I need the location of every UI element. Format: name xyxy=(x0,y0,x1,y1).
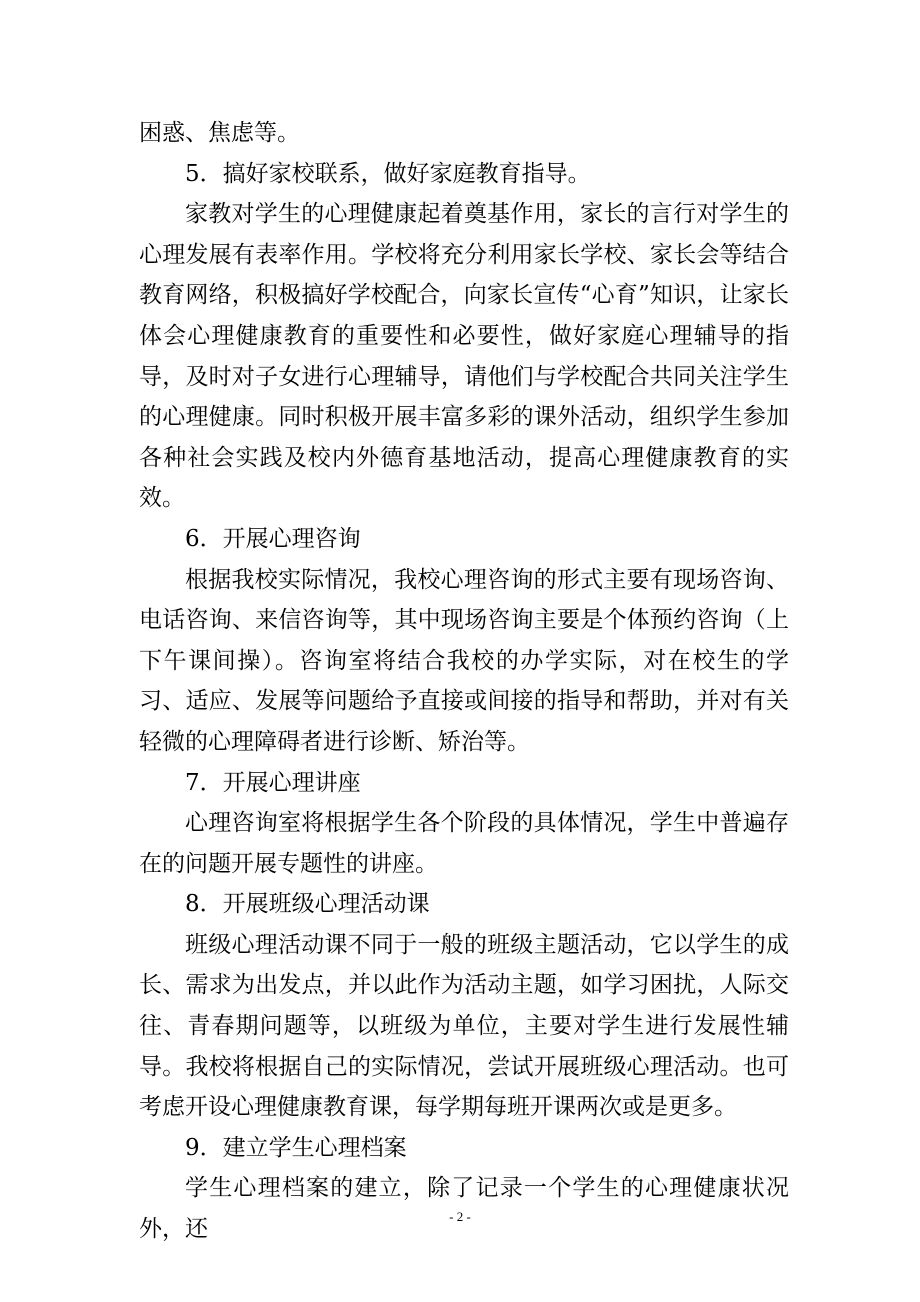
heading-item-6: 6．开展心理咨询 xyxy=(185,525,361,552)
paragraph-lectures: 心理咨询室将根据学生各个阶段的具体情况，学生中普遍存在的问题开展专题性的讲座。 xyxy=(139,810,789,877)
page-number: - 2 - xyxy=(449,1209,471,1224)
paragraph-records: 学生心理档案的建立，除了记录一个学生的心理健康状况外，还 xyxy=(139,1175,789,1243)
heading-item-9: 9．建立学生心理档案 xyxy=(185,1134,407,1161)
heading-item-7: 7．开展心理讲座 xyxy=(185,769,361,796)
paragraph-home-school: 家教对学生的心理健康起着奠基作用，家长的言行对学生的心理发展有表率作用。学校将充分利用家长学校、家长会等结合教育网络，积极搞好学校配合，向家长宣传“心育”知识，让家长体会心理健康教育的重要性和必要性，做好家庭心理辅导的指导，及时对子女进行心理辅导，请他们与学校配合共同关注学生的心理健康。同时积极开展丰富多彩的课外活动，组织学生参加各种社会实践及校内外德育基地活动，提高心理健康教育的实效。 xyxy=(139,201,789,512)
heading-item-5: 5．搞好家校联系，做好家庭教育指导。 xyxy=(185,160,591,187)
paragraph-continuation: 困惑、焦虑等。 xyxy=(139,120,300,146)
paragraph-class-activities: 班级心理活动课不同于一般的班级主题活动，它以学生的成长、需求为出发点，并以此作为活动主题，如学习困扰，人际交往、青春期问题等，以班级为单位，主要对学生进行发展性辅导。我校将根据自己的实际情况，尝试开展班级心理活动。也可考虑开设心理健康教育课，每学期每班开课两次或是更多。 xyxy=(139,931,789,1121)
paragraph-counseling: 根据我校实际情况，我校心理咨询的形式主要有现场咨询、电话咨询、来信咨询等，其中现场咨询主要是个体预约咨询（上下午课间操）。咨询室将结合我校的办学实际，对在校生的学习、适应、发展等问题给予直接或间接的指导和帮助，并对有关轻微的心理障碍者进行诊断、矫治等。 xyxy=(139,566,789,755)
heading-item-8: 8．开展班级心理活动课 xyxy=(185,891,430,918)
document-body xyxy=(139,113,789,1250)
